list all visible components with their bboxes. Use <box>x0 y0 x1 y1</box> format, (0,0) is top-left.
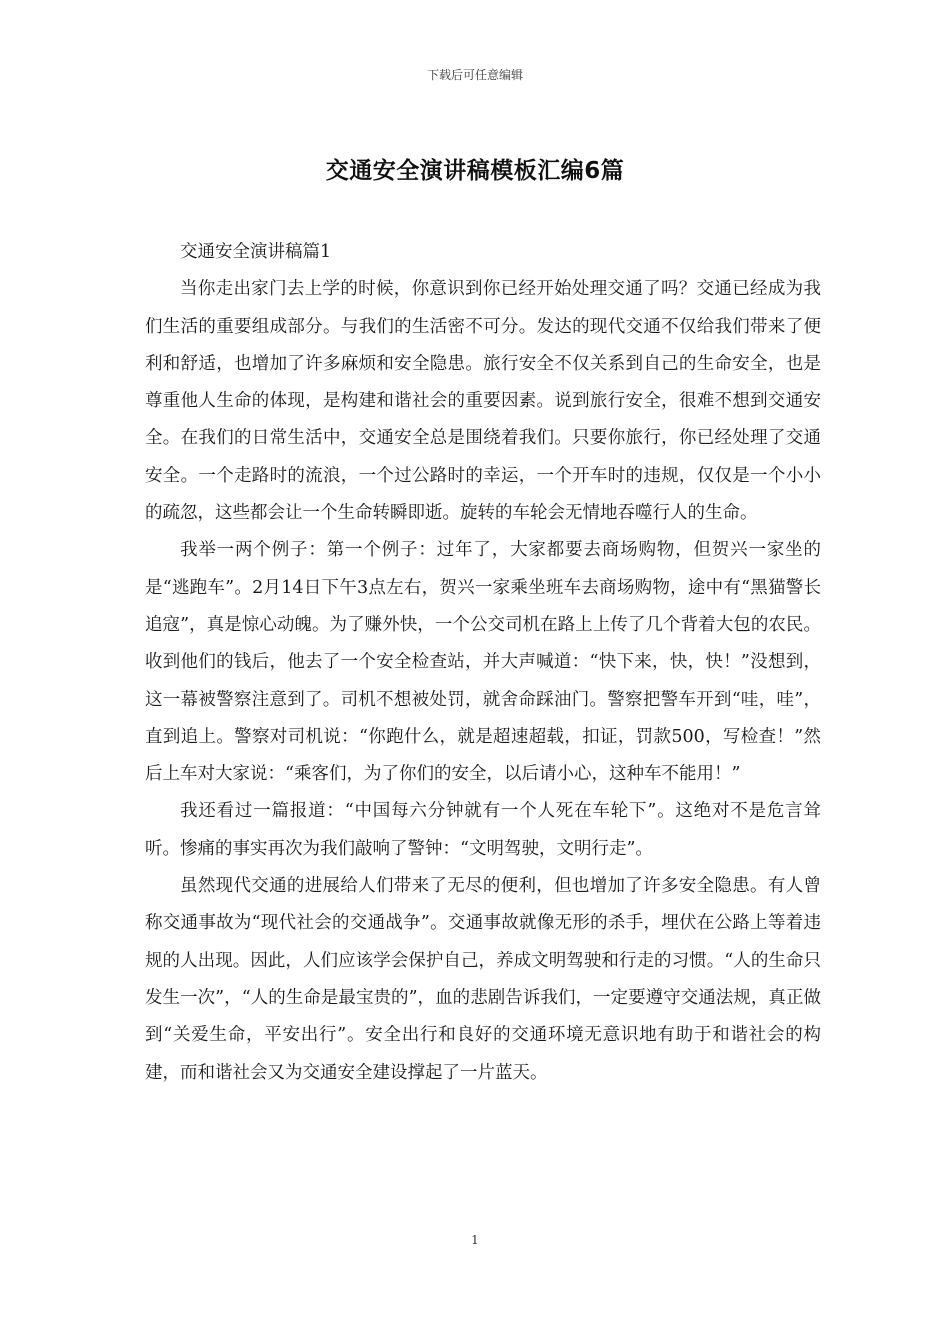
page-number: 1 <box>471 1233 479 1247</box>
document-title: 交通安全演讲稿模板汇编6篇 <box>325 158 625 184</box>
paragraph: 虽然现代交通的进展给人们带来了无尽的便利，但也增加了许多安全隐患。有人曾称交通事故为“现代社会的交通战争”。交通事故就像无形的杀手，埋伏在公路上等着违规的人出现。因此，人们应该学会保护自己，养成文明驾驶和行走的习惯。“人的生命只发生一次”，“人的生命是最宝贵的”，血的悲剧告诉我们，一定要遵守交通法规，真正做到“关爱生命，平安出行”。安全出行和良好的交通环境无意识地有助于和谐社会的构建，而和谐社会又为交通安全建设撑起了一片蓝天。 <box>145 876 821 1083</box>
paragraph: 我还看过一篇报道：“中国每六分钟就有一个人死在车轮下”。这绝对不是危言耸听。惨痛的事实再次为我们敲响了警钟：“文明驾驶，文明行走”。 <box>145 801 821 859</box>
page-header: 下载后可任意编辑 <box>426 68 523 82</box>
paragraph: 当你走出家门去上学的时候，你意识到你已经开始处理交通了吗？交通已经成为我们生活的重要组成部分。与我们的生活密不可分。发达的现代交通不仅给我们带来了便利和舒适，也增加了许多麻烦和安全隐患。旅行安全不仅关系到自己的生命安全，也是尊重他人生命的体现，是构建和谐社会的重要因素。说到旅行安全，很难不想到交通安全。在我们的日常生活中，交通安全总是围绕着我们。只要你旅行，你已经处理了交通安全。一个走路时的流浪，一个过公路时的幸运，一个开车时的违规，仅仅是一个小小的疏忽，这些都会让一个生命转瞬即逝。旋转的车轮会无情地吞噬行人的生命。 <box>145 279 821 524</box>
paragraph: 我举一两个例子：第一个例子：过年了，大家都要去商场购物，但贺兴一家坐的是“逃跑车”。2月14日下午3点左右，贺兴一家乘坐班车去商场购物，途中有“黑猫警长追寇”，真是惊心动魄。为了赚外快，一个公交司机在路上上传了几个背着大包的农民。收到他们的钱后，他去了一个安全检查站，并大声喊道：“快下来，快，快！”没想到，这一幕被警察注意到了。司机不想被处罚，就舍命踩油门。警察把警车开到“哇，哇”，直到追上。警察对司机说：“你跑什么，就是超速超载，扣证，罚款500，写检查！”然后上车对大家说：“乘客们，为了你们的安全，以后请小心，这种车不能用！” <box>145 540 821 785</box>
section-heading: 交通安全演讲稿篇1 <box>180 242 332 262</box>
document-body <box>145 234 821 1092</box>
